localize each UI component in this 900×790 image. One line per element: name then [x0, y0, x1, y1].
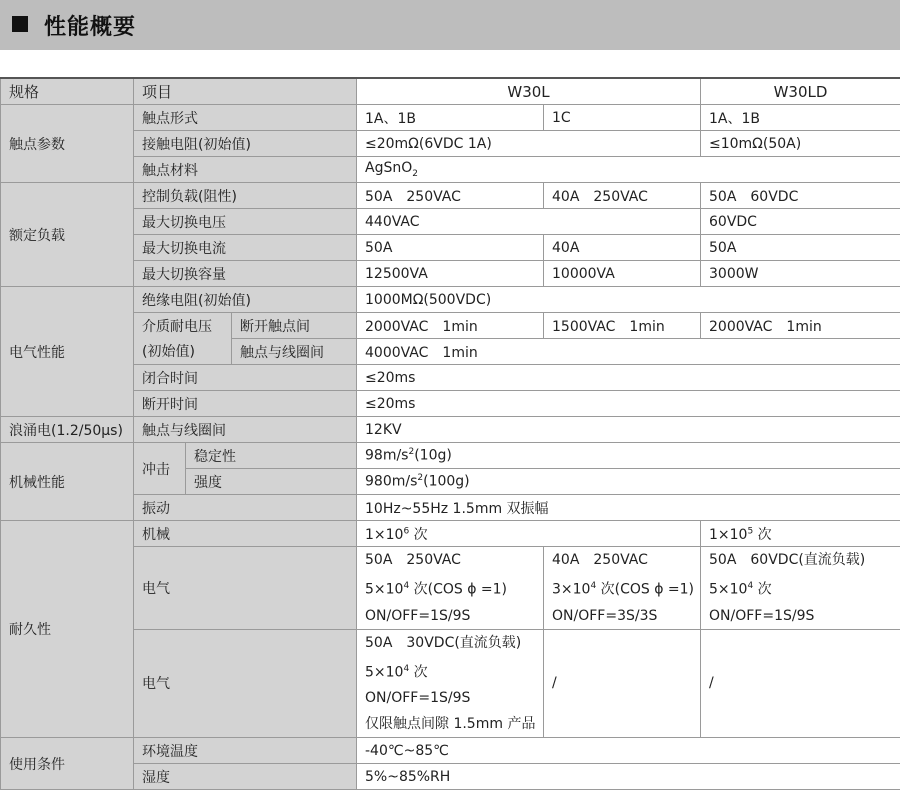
group-mechanical: 机械性能 — [1, 443, 134, 521]
cell-value: 50A — [701, 235, 900, 261]
value-line — [552, 573, 692, 603]
row-label: 最大切换电流 — [134, 235, 357, 261]
value-text: 980m/s — [365, 474, 417, 490]
cell-value: 440VAC — [357, 209, 701, 235]
value-text: 3×10 — [552, 582, 590, 598]
group-electrical: 电气性能 — [1, 287, 134, 417]
row-label: 电气 — [134, 547, 357, 630]
value-text: 次 — [409, 664, 427, 680]
cell-value — [357, 443, 900, 469]
value-line: ON/OFF=1S/9S — [365, 603, 535, 629]
cell-value — [701, 547, 900, 630]
spec-table — [0, 77, 900, 790]
cell-value: 12KV — [357, 417, 900, 443]
header-w30l: W30L — [357, 78, 701, 105]
table-row — [1, 365, 900, 391]
value-text: 次(COS ϕ =1) — [409, 582, 507, 598]
group-endurance: 耐久性 — [1, 521, 134, 738]
value-text: 5×10 — [365, 664, 403, 680]
cell-value: 12500VA — [357, 261, 544, 287]
table-row — [1, 235, 900, 261]
cell-value: / — [544, 629, 701, 738]
group-rated-load: 额定负载 — [1, 183, 134, 287]
value-line: ON/OFF=1S/9S — [709, 603, 892, 629]
table-row — [1, 313, 900, 339]
cell-value: 10Hz~55Hz 1.5mm 双振幅 — [357, 495, 900, 521]
cell-value: 50A — [357, 235, 544, 261]
table-row — [1, 738, 900, 764]
group-surge: 浪涌电(1.2/50μs) — [1, 417, 134, 443]
cell-value — [357, 469, 900, 495]
row-label: 机械 — [134, 521, 357, 547]
group-contact: 触点参数 — [1, 105, 134, 183]
table-row — [1, 443, 900, 469]
row-label: 最大切换电压 — [134, 209, 357, 235]
value-line — [365, 656, 535, 686]
row-label: 振动 — [134, 495, 357, 521]
row-label: 环境温度 — [134, 738, 357, 764]
table-row — [1, 521, 900, 547]
cell-value: 50A 250VAC — [357, 183, 544, 209]
value-text: (10g) — [414, 448, 452, 464]
value-text: 次 — [409, 527, 427, 543]
row-label: 绝缘电阻(初始值) — [134, 287, 357, 313]
row-label: 介质耐电压 — [134, 313, 232, 339]
table-row — [1, 495, 900, 521]
sub-label: 触点与线圈间 — [232, 339, 357, 365]
value-superscript: 4 — [403, 664, 409, 674]
row-label: 控制负载(阻性) — [134, 183, 357, 209]
table-row — [1, 261, 900, 287]
cell-value — [357, 521, 701, 547]
cell-value: 2000VAC 1min — [357, 313, 544, 339]
value-text: 次 — [753, 527, 771, 543]
value-line: 仅限触点间隙 1.5mm 产品 — [365, 711, 535, 737]
sub-label: 强度 — [186, 469, 357, 495]
row-label: 接触电阻(初始值) — [134, 131, 357, 157]
table-row — [1, 105, 900, 131]
value-superscript: 4 — [747, 581, 753, 591]
cell-value: ≤10mΩ(50A) — [701, 131, 900, 157]
value-text: 次 — [753, 582, 771, 598]
header-w30ld: W30LD — [701, 78, 900, 105]
table-row — [1, 183, 900, 209]
table-header-row — [1, 78, 900, 105]
section-title: 性能概要 — [44, 10, 136, 41]
table-row — [1, 131, 900, 157]
sub-label: 稳定性 — [186, 443, 357, 469]
sub-label: 断开触点间 — [232, 313, 357, 339]
table-row — [1, 209, 900, 235]
table-row — [1, 417, 900, 443]
cell-value: 1A、1B — [701, 105, 900, 131]
material-subscript: 2 — [412, 169, 418, 179]
value-superscript: 5 — [747, 526, 753, 536]
value-superscript: 6 — [403, 526, 409, 536]
cell-value: ≤20ms — [357, 391, 900, 417]
section-banner — [0, 0, 900, 50]
cell-value: ≤20ms — [357, 365, 900, 391]
cell-value: 40A — [544, 235, 701, 261]
table-row — [1, 547, 900, 630]
material-base: AgSnO — [365, 160, 412, 176]
row-label: 断开时间 — [134, 391, 357, 417]
value-text: 5×10 — [709, 582, 747, 598]
table-row — [1, 391, 900, 417]
cell-value: 10000VA — [544, 261, 701, 287]
cell-value: 1A、1B — [357, 105, 544, 131]
cell-value: -40℃~85℃ — [357, 738, 900, 764]
row-label: 触点与线圈间 — [134, 417, 357, 443]
header-spec: 规格 — [1, 78, 134, 105]
cell-value — [701, 521, 900, 547]
cell-value: 2000VAC 1min — [701, 313, 900, 339]
cell-value: 40A 250VAC — [544, 183, 701, 209]
value-line — [365, 573, 535, 603]
cell-value: 5%~85%RH — [357, 764, 900, 790]
row-label: 最大切换容量 — [134, 261, 357, 287]
value-superscript: 2 — [417, 473, 423, 483]
cell-value — [357, 629, 544, 738]
value-text: 5×10 — [365, 582, 403, 598]
table-row — [1, 157, 900, 183]
cell-value: 1000MΩ(500VDC) — [357, 287, 900, 313]
cell-value: 50A 60VDC — [701, 183, 900, 209]
value-line: 50A 60VDC(直流负载) — [709, 547, 892, 573]
value-line: 50A 30VDC(直流负载) — [365, 630, 535, 656]
cell-value: / — [701, 629, 900, 738]
cell-value — [357, 547, 544, 630]
group-usage: 使用条件 — [1, 738, 134, 790]
row-label: 湿度 — [134, 764, 357, 790]
value-line: 40A 250VAC — [552, 547, 692, 573]
value-text: 98m/s — [365, 448, 408, 464]
value-superscript: 4 — [590, 581, 596, 591]
value-line: ON/OFF=3S/3S — [552, 603, 692, 629]
table-row — [1, 287, 900, 313]
value-superscript: 4 — [403, 581, 409, 591]
row-label: 闭合时间 — [134, 365, 357, 391]
cell-value — [544, 547, 701, 630]
cell-value — [357, 157, 900, 183]
value-text: 次(COS ϕ =1) — [596, 582, 694, 598]
value-line: ON/OFF=1S/9S — [365, 685, 535, 711]
value-superscript: 2 — [408, 447, 414, 457]
row-label: 触点材料 — [134, 157, 357, 183]
header-item: 项目 — [134, 78, 357, 105]
row-label: (初始值) — [134, 339, 232, 365]
value-text: 1×10 — [709, 527, 747, 543]
value-text: 1×10 — [365, 527, 403, 543]
cell-value: ≤20mΩ(6VDC 1A) — [357, 131, 701, 157]
cell-value: 3000W — [701, 261, 900, 287]
cell-value: 4000VAC 1min — [357, 339, 900, 365]
cell-value: 1500VAC 1min — [544, 313, 701, 339]
row-label: 冲击 — [134, 443, 186, 495]
table-row — [1, 339, 900, 365]
square-bullet-icon — [12, 16, 28, 32]
row-label: 电气 — [134, 629, 357, 738]
value-line — [709, 573, 892, 603]
row-label: 触点形式 — [134, 105, 357, 131]
value-text: (100g) — [423, 474, 470, 490]
value-line: 50A 250VAC — [365, 547, 535, 573]
cell-value: 1C — [544, 105, 701, 131]
table-row — [1, 629, 900, 738]
cell-value: 60VDC — [701, 209, 900, 235]
